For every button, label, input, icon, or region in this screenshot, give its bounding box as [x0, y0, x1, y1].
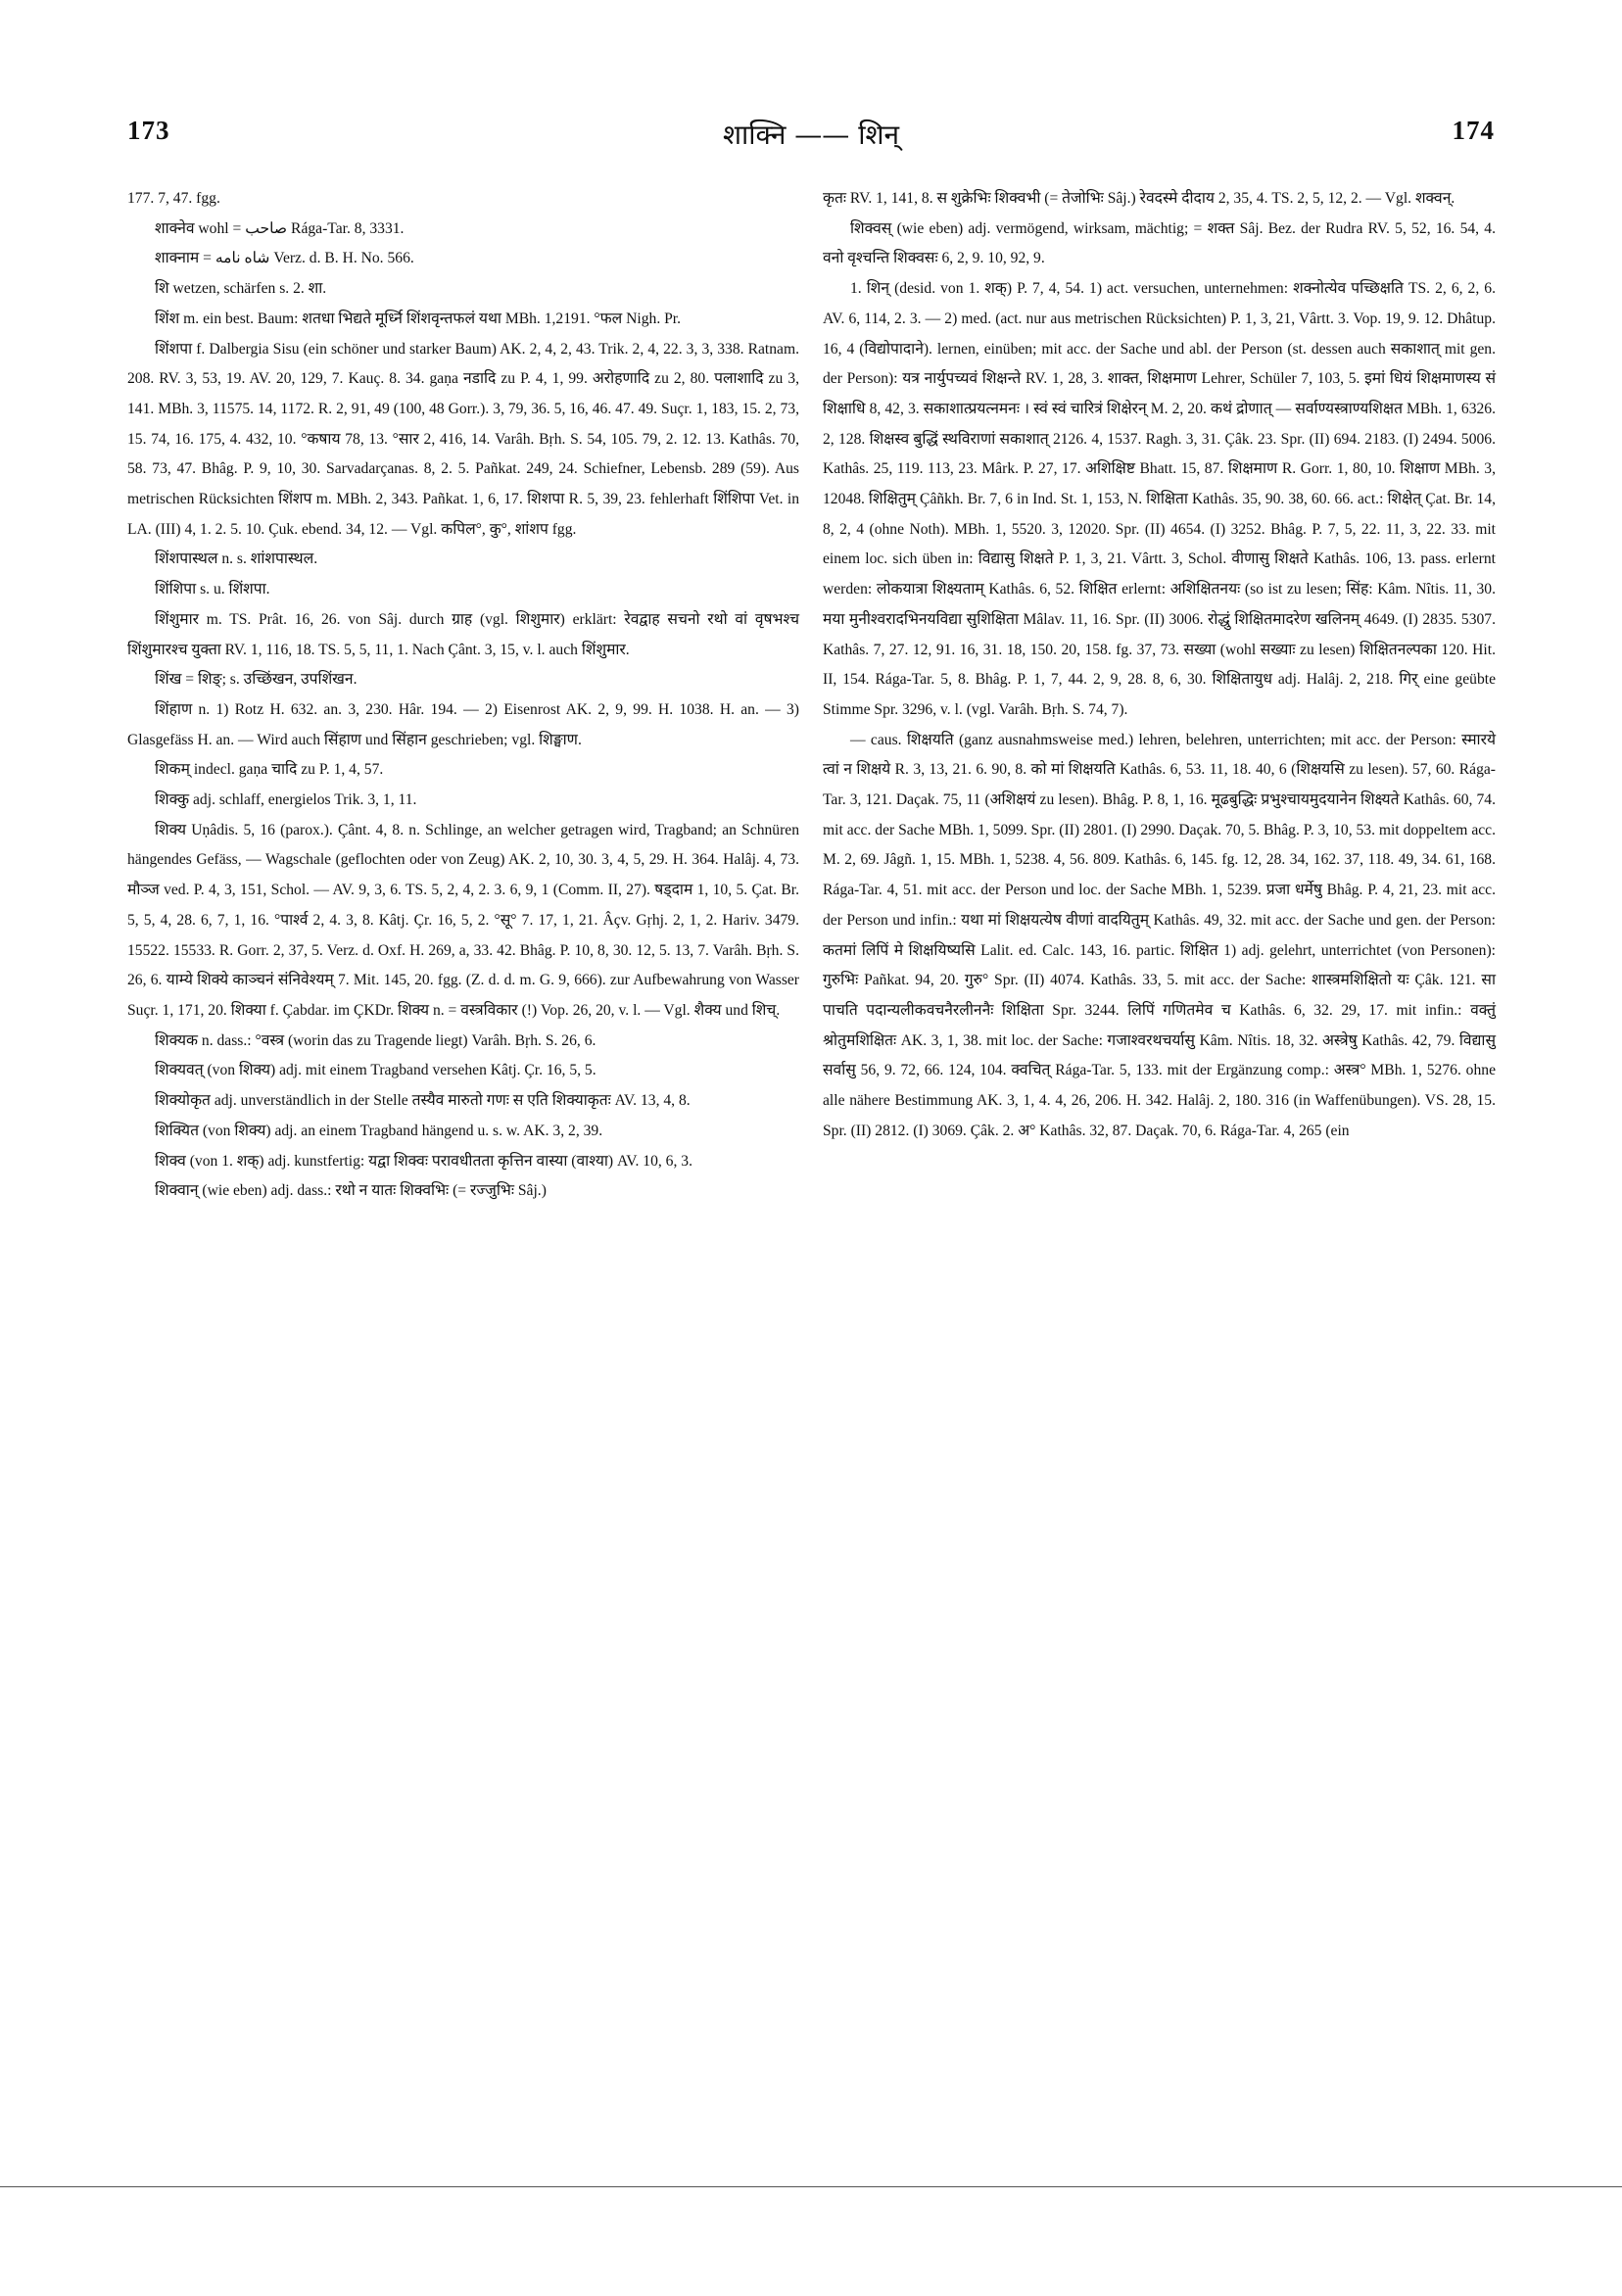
entry-shikyokrta: शिक्योकृत adj. unverständlich in der Stelle तस्यैव मारुतो गणः स एति शिक्याकृतः AV. 13, 4, 8. [155, 1092, 691, 1110]
entry-shikku: शिक्कु adj. schlaff, energielos Trik. 3, 1, 11. [155, 791, 417, 809]
entry-shikam: शिकम् indecl. gaṇa चादि zu P. 1, 4, 57. [155, 761, 384, 779]
page-header [127, 116, 1495, 159]
entry-shimshumara: शिंशुमार m. TS. Prât. 16, 26. von Sâj. durch ग्राह (vgl. शिशुमार) erklärt: रेवद्वाह सचनो रथो वां वृषभश्च शिंशुमारश्च युक्ता RV. 1, 116, 18. TS. 5, 5, 11, 1. Nach Çânt. 3, 15, v. l. auch शिंशुमार. [127, 610, 799, 658]
entry-shakneva: शाक्नेव wohl = صاحب Rága-Tar. 8, 3331. [155, 219, 405, 237]
entry-shimsha: शिंश m. ein best. Baum: शतधा भिद्यते मूर्ध्नि शिंशवृन्तफलं यथा MBh. 1,2191. °फल Nigh. Pr. [155, 310, 682, 327]
page-number-right: 174 [1452, 116, 1495, 145]
left-column [127, 184, 799, 1207]
entry-shikyita: शिक्यित (von शिक्य) adj. an einem Tragband hängend u. s. w. AK. 3, 2, 39. [155, 1122, 603, 1139]
running-title: शाक्नि —— शिन् [722, 119, 900, 151]
entry-shiksh: 1. शिन् (desid. von 1. शक्) P. 7, 4, 54. 1) act. versuchen, unternehmen: शक्नोत्येव पच्छिक्षति TS. 2, 6, 2, 6. AV. 6, 114, 2. 3. — 2) med. (act. nur aus metrischen Rücksichten) P. 1, 3, 21, Vârtt. 3. Vop. 19, 9. 12. Dhâtup. 16, 4 (विद्योपादाने). lernen, einüben; mit acc. der Sache und abl. der Person (st. dessen auch सकाशात् mit gen. der Person): यत्र नार्युपच्यवं शिक्षन्ते RV. 1, 28, 3. शाक्त, शिक्षमाण Lehrer, Schüler 7, 103, 5. इमां धियं शिक्षमाणस्य सं शिक्षाधि 8, 42, 3. सकाशात्प्रयत्नमनः । स्वं स्वं चारित्रं शिक्षेरन् M. 2, 20. कथं द्रोणात् — सर्वाण्यस्त्राण्यशिक्षत MBh. 1, 6326. 2, 128. शिक्षस्व बुद्धिं स्थविराणां सकाशात् 2126. 4, 1537. Ragh. 3, 31. Çâk. 23. Spr. (II) 694. 2183. (I) 2494. 5006. Kathâs. 25, 119. 113, 23. Mârk. P. 27, 17. अशिक्षिष्ट Bhatt. 15, 87. शिक्षमाण R. Gorr. 1, 80, 10. शिक्षाण MBh. 3, 12048. शिक्षितुम् Çâñkh. Br. 7, 6 in Ind. St. 1, 153, N. शिक्षिता Kathâs. 35, 90. 38, 60. 66. act.: शिक्षेत् Çat. Br. 14, 8, 2, 4 (ohne Noth). MBh. 1, 5520. 3, 12020. Spr. (II) 4654. (I) 3252. Bhâg. P. 7, 5, 22. 11, 3, 22. 33. mit einem loc. sich üben in: विद्यासु शिक्षते P. 1, 3, 21. Vârtt. 3, Schol. वीणासु शिक्षते Kathâs. 106, 13. pass. erlernt werden: लोकयात्रा शिक्ष्यताम् Kathâs. 6, 52. शिक्षित erlernt: अशिक्षितनयः (so ist zu lesen; सिंह: Kâm. Nîtis. 11, 30. मया मुनीश्वरादभिनयविद्या सुशिक्षिता Mâlav. 11, 16. Spr. (II) 3006. रोद्धुं शिक्षितमादरेण खलिनम् 4649. (I) 2835. 5307. Kathâs. 7, 27. 12, 91. 16, 31. 18, 150. 20, 158. fg. 37, 73. सख्या (wohl सख्याः zu lesen) शिक्षितनल्पका 120. Hit. II, 154. Rága-Tar. 5, 8. Bhâg. P. 1, 7, 44. 2, 9, 28. 8, 6, 30. शिक्षितायुध adj. Halâj. 2, 218. गिर् eine geübte Stimme Spr. 3296, v. l. (vgl. Varâh. Bṛh. S. 74, 7). [823, 280, 1496, 718]
entry-shimhana: शिंहाण n. 1) Rotz H. 632. an. 3, 230. Hâr. 194. — 2) Eisenrost AK. 2, 9, 99. H. 1038. H. an. — 3) Glasgefäss H. an. — Wird auch सिंहाण und सिंहान geschrieben; vgl. शिङ्घाण. [127, 700, 799, 748]
entry-continuation: कृतः RV. 1, 141, 8. स शुक्रेभिः शिक्वभी (= तेजोभिः Sâj.) रेवदस्मे दीदाय 2, 35, 4. TS. 2, 5, 12, 2. — Vgl. शक्वन्. [823, 190, 1455, 207]
page-number-left: 173 [127, 116, 170, 145]
entry-shaknama: शाक्नाम = شاه نامه Verz. d. B. H. No. 566. [155, 250, 414, 267]
entry-shikya: शिक्य Uṇâdis. 5, 16 (parox.). Çânt. 4, 8. n. Schlinge, an welcher getragen wird, Tragband; an Schnüren hängendes Gefäss, — Wagschale (geflochten oder von Zeug) AK. 2, 10, 30. 3, 4, 5, 29. H. 364. Halâj. 4, 73. मौञ्ज ved. P. 4, 3, 151, Schol. — AV. 9, 3, 6. TS. 5, 2, 4, 2. 3. 6, 9, 1 (Comm. II, 27). षड्दाम 1, 10, 5. Çat. Br. 5, 5, 4, 28. 6, 7, 1, 16. °पार्श्व 2, 4. 3, 8. Kâtj. Çr. 16, 5, 2. °सू° 7. 17, 1, 21. Âçv. Gṛhj. 2, 1, 2. Hariv. 3479. 15522. 15533. R. Gorr. 2, 37, 5. Verz. d. Oxf. H. 269, a, 33. 42. Bhâg. P. 10, 8, 30. 12, 5. 13, 7. Varâh. Bṛh. S. 26, 6. याम्ये शिक्ये काञ्चनं संनिवेश्यम् 7. Mit. 145, 20. fgg. (Z. d. d. m. G. 9, 666). zur Aufbewahrung von Wasser Suçr. 1, 171, 20. शिक्या f. Çabdar. im ÇKDr. शिक्य n. = वस्त्रविकार (!) Vop. 26, 20, v. l. — Vgl. शैक्य und शिच्. [127, 821, 799, 1019]
entry-shimshapasthala: शिंशपास्थल n. s. शांशपास्थल. [155, 550, 318, 568]
entry-shikvas: शिक्वस् (wie eben) adj. vermögend, wirksam, mächtig; = शक्त Sâj. Bez. der Rudra RV. 5, 52, 16. 54, 4. वनो वृश्चन्ति शिक्वसः 6, 2, 9. 10, 92, 9. [823, 219, 1496, 267]
entry-shiksh-causative: — caus. शिक्षयति (ganz ausnahmsweise med.) lehren, belehren, unterrichten; mit acc. der Person: स्मारये त्वां न शिक्षये R. 3, 13, 21. 6. 90, 8. को मां शिक्षयति Kathâs. 6, 53. 11, 18. 40, 6 (शिक्षयसि zu lesen). 57, 60. Rága-Tar. 3, 121. Daçak. 75, 11 (अशिक्षयं zu lesen). Bhâg. P. 8, 1, 16. मूढबुद्धिः प्रभुश्चायमुदयानेन शिक्ष्यते Kathâs. 60, 74. mit acc. der Sache MBh. 1, 5099. Spr. (II) 2801. (I) 2990. Daçak. 70, 5. Bhâg. P. 3, 10, 53. mit doppeltem acc. M. 2, 69. Jâgñ. 1, 15. MBh. 1, 5238. 4, 56. 809. Kathâs. 6, 145. fg. 12, 28. 34, 162. 37, 118. 49, 34. 61, 168. Rága-Tar. 4, 51. mit acc. der Person und loc. der Sache MBh. 1, 5239. प्रजा धर्मेषु Bhâg. P. 4, 21, 23. mit acc. der Person und infin.: यथा मां शिक्षयत्येष वीणां वादयितुम् Kathâs. 49, 32. mit acc. der Sache und gen. der Person: कतमां लिपिं मे शिक्षयिष्यसि Lalit. ed. Calc. 143, 16. partic. शिक्षित 1) adj. gelehrt, unterrichtet (von Personen): गुरुभिः Pañkat. 94, 20. गुरु° Spr. (II) 4074. Kathâs. 33, 5. mit acc. der Sache: शास्त्रमशिक्षितो यः Çâk. 121. सा पाचति पदान्यलीकवचनैरलीननैः शिक्षिता Spr. 3244. लिपिं गणितमेव च Kathâs. 6, 32. 29, 17. mit infin.: वक्तुं श्रोतुमशिक्षितः AK. 3, 1, 38. mit loc. der Sache: गजाश्वरथचर्यासु Kâm. Nîtis. 18, 32. अस्त्रेषु Kathâs. 42, 79. विद्यासु सर्वासु 56, 9. 72, 66. 124, 104. क्वचित् Rága-Tar. 5, 133. mit der Ergänzung comp.: अस्त्र° MBh. 1, 5276. ohne alle nähere Bestimmung AK. 3, 1, 4. 4, 26, 206. H. 342. Halâj. 2, 180. 316 (in Waffenübungen). VS. 28, 15. Spr. (II) 2812. (I) 3069. Çâk. 2. अ° Kathâs. 32, 87. Daçak. 70, 6. Rága-Tar. 4, 265 (ein [823, 731, 1496, 1139]
entry-shimshapa: शिंशपा f. Dalbergia Sisu (ein schöner und starker Baum) AK. 2, 4, 2, 43. Trik. 2, 4, 22. 3, 3, 338. Ratnam. 208. RV. 3, 53, 19. AV. 20, 129, 7. Kauç. 8. 34. gaṇa नडादि zu P. 4, 1, 99. अरोहणादि zu 2, 80. पलाशादि zu 3, 141. MBh. 3, 11575. 14, 1172. R. 2, 91, 49 (100, 48 Gorr.). 3, 79, 36. 5, 16, 46. 47. 49. Suçr. 1, 183, 15. 2, 73, 15. 74, 16. 175, 4. 432, 10. °कषाय 78, 13. °सार 2, 416, 14. Varâh. Bṛh. S. 54, 105. 79, 2. 12. 13. Kathâs. 70, 58. 73, 47. Bhâg. P. 9, 10, 30. Sarvadarçanas. 8, 2. 5. Pañkat. 249, 24. Schiefner, Lebensb. 289 (59). Aus metrischen Rücksichten शिंशप m. MBh. 2, 343. Pañkat. 1, 6, 17. शिशपा R. 5, 39, 23. fehlerhaft शिंशिपा Vet. in LA. (III) 4, 1. 2. 5. 10. Çuk. ebend. 34, 12. — Vgl. कपिल°, कु°, शांशप fgg. [127, 340, 799, 538]
right-column [823, 184, 1496, 1147]
entry-shikva: शिक्व (von 1. शक्) adj. kunstfertig: यद्वा शिक्वः परावधीतता कृत्तिन वास्या (वाश्या) AV. 10, 6, 3. [155, 1152, 692, 1170]
entry-shikyavat: शिक्यवत् (von शिक्य) adj. mit einem Tragband versehen Kâtj. Çr. 16, 5, 5. [155, 1062, 596, 1079]
entry-shikyaka: शिक्यक n. dass.: °वस्त्र (worin das zu Tragende liegt) Varâh. Bṛh. S. 26, 6. [155, 1031, 596, 1049]
entry-shimshipa: शिंशिपा s. u. शिंशपा. [155, 581, 270, 598]
entry-shimkh: शिंख = शिङ्; s. उच्छिंखन, उपशिंखन. [155, 671, 358, 689]
entry-continuation: 177. 7, 47. fgg. [127, 190, 220, 207]
entry-shikvan: शिक्वान् (wie eben) adj. dass.: रथो न यातः शिक्वभिः (= रज्जुभिः Sâj.) [155, 1182, 547, 1200]
entry-shi: शि wetzen, schärfen s. 2. शा. [155, 280, 327, 298]
bottom-rule [0, 2186, 1622, 2187]
